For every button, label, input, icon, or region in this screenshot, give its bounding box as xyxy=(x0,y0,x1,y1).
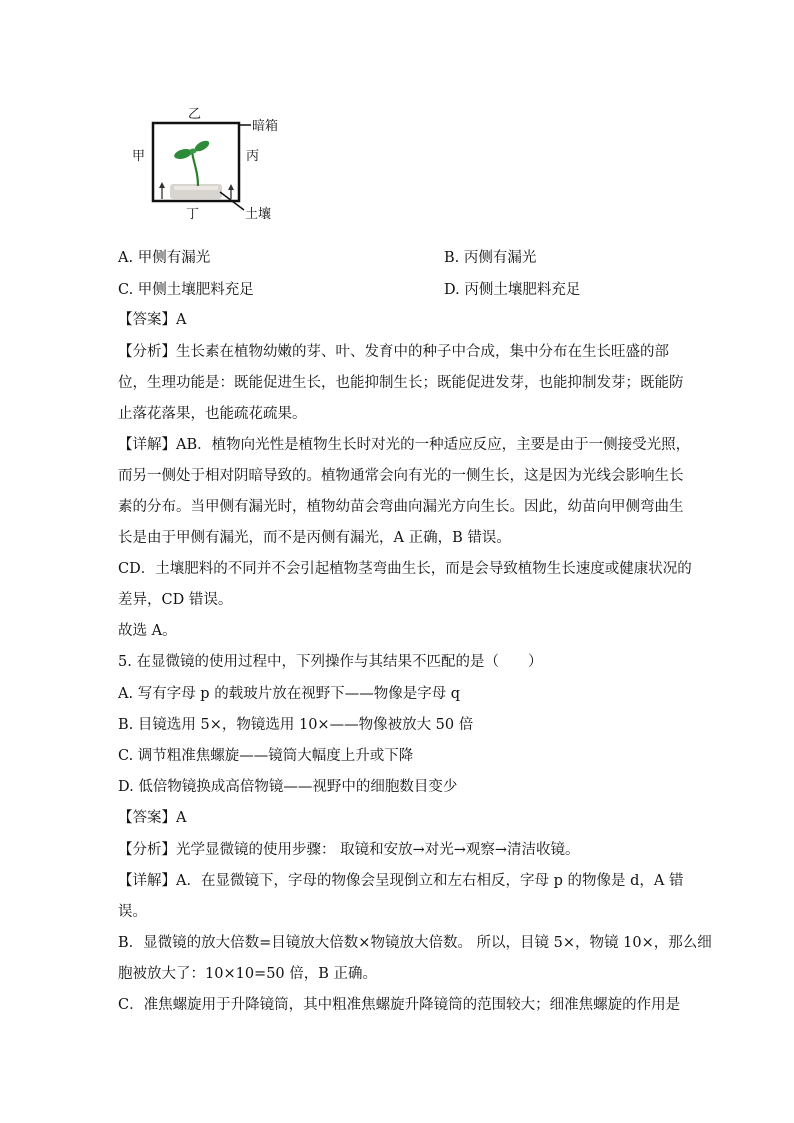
q5-detail-line: B．显微镜的放大倍数=目镜放大倍数×物镜放大倍数。 所以，目镜 5×，物镜 10×，那么细 xyxy=(118,935,712,951)
bottom-label: 丁 xyxy=(186,207,200,222)
q4-option-c: C. 甲侧土壤肥料充足 xyxy=(118,282,254,298)
q4-answer: 【答案】A xyxy=(118,312,187,328)
q5-detail-line: 误。 xyxy=(118,904,147,920)
q5-option-d: D. 低倍物镜换成高倍物镜——视野中的细胞数目变少 xyxy=(118,779,458,795)
q4-detail-line: 而另一侧处于相对阴暗导致的。植物通常会向有光的一侧生长，这是因为光线会影响生长 xyxy=(118,468,684,484)
q4-option-d: D. 丙侧土壤肥料充足 xyxy=(444,282,581,298)
q4-detail-line: 长是由于甲侧有漏光，而不是丙侧有漏光，A 正确，B 错误。 xyxy=(118,530,511,546)
q4-conclusion: 故选 A。 xyxy=(118,623,177,639)
q5-detail-line: C．准焦螺旋用于升降镜筒，其中粗准焦螺旋升降镜筒的范围较大；细准焦螺旋的作用是 xyxy=(118,997,681,1013)
q5-option-b: B. 目镜选用 5×，物镜选用 10×——物像被放大 50 倍 xyxy=(118,717,474,733)
soil-label: 土壤 xyxy=(245,207,272,222)
q5-option-c: C. 调节粗准焦螺旋——镜筒大幅度上升或下降 xyxy=(118,748,414,764)
q4-analysis-line: 位，生理功能是：既能促进生长，也能抑制生长；既能促进发芽，也能抑制发芽；既能防 xyxy=(118,375,684,391)
q4-option-b: B. 丙侧有漏光 xyxy=(444,250,537,266)
soil-highlight xyxy=(174,186,218,190)
q4-analysis-line: 止落花落果，也能疏花疏果。 xyxy=(118,406,307,422)
q4-detail-line: 【详解】AB．植物向光性是植物生长时对光的一种适应反应，主要是由于一侧接受光照， xyxy=(118,437,691,453)
q4-option-a: A. 甲侧有漏光 xyxy=(118,250,211,266)
top-label: 乙 xyxy=(188,107,202,122)
q4-analysis-line: 【分析】生长素在植物幼嫩的芽、叶、发育中的种子中合成，集中分布在生长旺盛的部 xyxy=(118,344,669,360)
q4-detail-line: CD．土壤肥料的不同并不会引起植物茎弯曲生长，而是会导致植物生长速度或健康状况的 xyxy=(118,561,692,577)
q5-detail-line: 【详解】A．在显微镜下，字母的物像会呈现倒立和左右相反，字母 p 的物像是 d，A 错 xyxy=(118,873,684,889)
q4-detail-line: 差异，CD 错误。 xyxy=(118,592,233,608)
dark-box-diagram xyxy=(120,96,320,226)
q5-stem: 5. 在显微镜的使用过程中，下列操作与其结果不匹配的是（ ） xyxy=(118,654,543,670)
right-label: 丙 xyxy=(246,149,260,164)
q5-detail-line: 胞被放大了：10×10=50 倍，B 正确。 xyxy=(118,966,378,982)
q5-analysis: 【分析】光学显微镜的使用步骤： 取镜和安放→对光→观察→清洁收镜。 xyxy=(118,842,580,858)
dark-box-figure xyxy=(120,96,320,226)
box-label: 暗箱 xyxy=(252,119,279,134)
left-label: 甲 xyxy=(132,149,146,164)
seedling-bud xyxy=(190,149,197,154)
q4-detail-line: 素的分布。当甲侧有漏光时，植物幼苗会弯曲向漏光方向生长。因此，幼苗向甲侧弯曲生 xyxy=(118,499,684,515)
q5-answer: 【答案】A xyxy=(118,810,187,826)
q5-option-a: A. 写有字母 p 的载玻片放在视野下——物像是字母 q xyxy=(118,686,461,702)
